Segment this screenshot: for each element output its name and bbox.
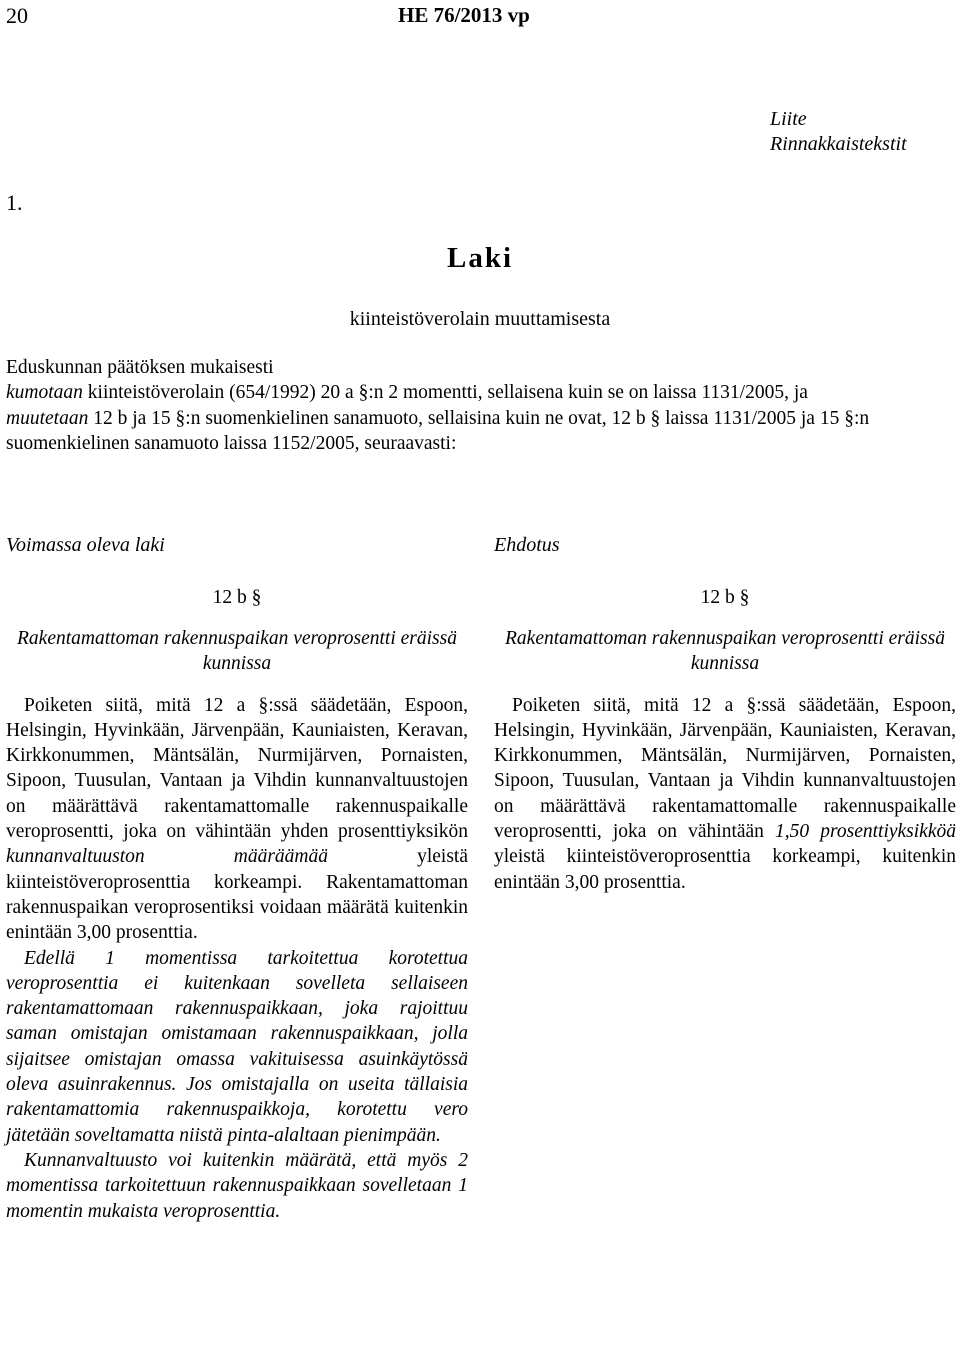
law-title: Laki — [446, 242, 514, 274]
page-number: 20 — [6, 3, 28, 28]
proposal-column — [494, 533, 956, 895]
appendix-label — [770, 107, 907, 157]
paragraph-text: Poiketen siitä, mitä 12 a §:ssä säädetään, Espoon, Helsingin, Hyvinkään, Järvenpään, Kauniaisten, Keravan, Kirkkonummen, Mäntsälän, Nurmijärven, Pornaisten, Sipoon, Tuusulan, Vantaan ja Vihdin kunnanvaltuustojen on määrättävä rakentamattomalle rakennuspaikalle veroprosentti, joka on vähintään — [494, 694, 956, 843]
appendix-subtitle: Rinnakkaistekstit — [770, 133, 907, 155]
preamble-line: Eduskunnan päätöksen mukaisesti — [6, 357, 274, 378]
current-law-column — [6, 533, 468, 1224]
paragraph: Edellä 1 momentissa tarkoitettua korotettua veroprosenttia ei kuitenkaan sovelleta sellaiseen rakentamattomaan rakennuspaikkaan, joka rajoittuu saman omistajan omistamaan rakennuspaikkaan, jolla sijaitsee omistajan omassa vakituisessa asuinkäytössä oleva asuinrakennus. Jos omistajalla on useita tällaisia rakentamattomia rakennuspaikkoja, korotettu vero jätetään soveltamatta niistä pinta-alaltaan pienimpään. — [6, 947, 468, 1146]
paragraph-italic-text: 1,50 prosenttiyksikköä — [775, 821, 956, 843]
document-code: HE 76/2013 vp — [398, 3, 530, 27]
section-number: 12 b § — [212, 587, 262, 608]
section-number: 12 b § — [700, 587, 750, 608]
preamble — [6, 355, 956, 456]
section-body — [6, 693, 468, 1224]
paragraph: Kunnanvaltuusto voi kuitenkin määrätä, että myös 2 momentissa tarkoitettuun rakennuspaikkaan sovelletaan 1 momentin mukaista veroprosenttia. — [6, 1149, 468, 1222]
appendix-title: Liite — [770, 108, 807, 130]
section-body — [494, 693, 956, 895]
paragraph-italic-text: kunnanvaltuuston määräämää — [6, 846, 328, 868]
repeal-text: kiinteistöverolain (654/1992) 20 a §:n 2 momentti, sellaisena kuin se on laissa 1131/2005, ja — [82, 382, 808, 404]
amend-keyword: muutetaan — [6, 407, 89, 429]
preamble-amend — [6, 406, 956, 457]
preamble-repeal — [6, 380, 956, 405]
law-subtitle: kiinteistöverolain muuttamisesta — [349, 308, 611, 330]
repeal-keyword: kumotaan — [6, 382, 83, 404]
amend-text: 12 b ja 15 §:n suomenkielinen sanamuoto, sellaisina kuin ne ovat, 12 b § laissa 1131/2005 ja 15 §:n suomenkielinen sanamuoto laissa 1152/2005, seuraavasti: — [6, 407, 870, 454]
paragraph — [6, 693, 468, 946]
item-number: 1. — [6, 190, 23, 215]
paragraph — [494, 693, 956, 895]
paragraph-text: Poiketen siitä, mitä 12 a §:ssä säädetään, Espoon, Helsingin, Hyvinkään, Järvenpään, Kauniaisten, Keravan, Kirkkonummen, Mäntsälän, Nurmijärven, Pornaisten, Sipoon, Tuusulan, Vantaan ja Vihdin kunnanvaltuustojen on määrättävä rakentamattomalle rakennuspaikalle veroprosentti, joka on vähintään yhden prosenttiyksikön — [6, 694, 468, 843]
current-law-header: Voimassa oleva laki — [6, 534, 165, 556]
section-heading: Rakentamattoman rakennuspaikan veroprosentti eräissä kunnissa — [505, 628, 945, 675]
section-heading: Rakentamattoman rakennuspaikan veroprosentti eräissä kunnissa — [17, 628, 457, 675]
proposal-header: Ehdotus — [494, 534, 560, 556]
paragraph-text: yleistä kiinteistöveroprosenttia korkeampi, kuitenkin enintään 3,00 prosenttia. — [494, 846, 956, 893]
paragraph-text: yleistä kiinteistöveroprosenttia korkeampi. Rakentamattoman rakennuspaikan veroprosentiksi voidaan määrätä kuitenkin enintään 3,00 prosenttia. — [6, 846, 468, 944]
